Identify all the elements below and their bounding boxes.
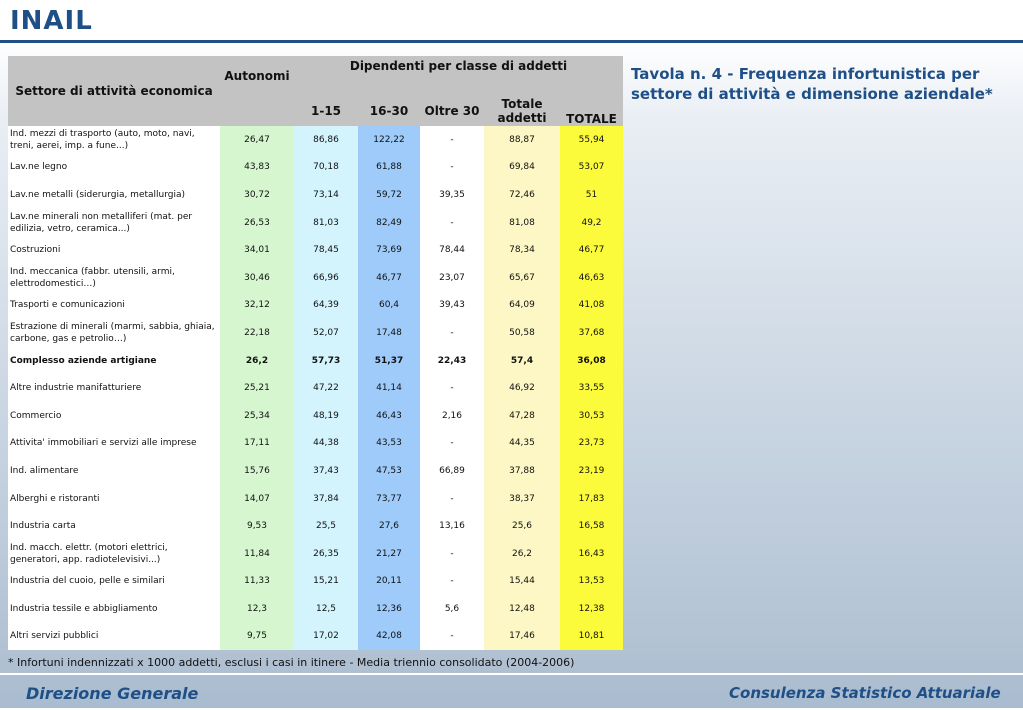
cell-ta: 57,4 (484, 347, 560, 375)
cell-tot: 37,68 (560, 319, 623, 347)
cell-d3: - (420, 209, 484, 237)
table-row (8, 457, 623, 485)
table-row (8, 319, 623, 347)
row-sector-label: Lav.ne metalli (siderurgia, metallurgia) (8, 181, 220, 209)
cell-tot: 12,38 (560, 595, 623, 623)
cell-ta: 72,46 (484, 181, 560, 209)
header-oltre-30: Oltre 30 (420, 96, 484, 126)
cell-d1: 48,19 (294, 402, 358, 430)
cell-d1: 66,96 (294, 264, 358, 292)
cell-aut: 30,46 (220, 264, 294, 292)
cell-aut: 12,3 (220, 595, 294, 623)
footnote: * Infortuni indennizzati x 1000 addetti, esclusi i casi in itinere - Media triennio consolidato (2004-2006) (8, 656, 575, 669)
cell-d2: 41,14 (358, 374, 420, 402)
cell-ta: 78,34 (484, 236, 560, 264)
cell-aut: 17,11 (220, 430, 294, 458)
cell-d3: 66,89 (420, 457, 484, 485)
table-row (8, 236, 623, 264)
cell-d1: 15,21 (294, 568, 358, 596)
cell-ta: 50,58 (484, 319, 560, 347)
cell-d1: 64,39 (294, 292, 358, 320)
cell-tot: 16,58 (560, 512, 623, 540)
table-row (8, 540, 623, 568)
frequency-table (8, 56, 623, 650)
cell-d2: 61,88 (358, 154, 420, 182)
row-sector-label: Attivita' immobiliari e servizi alle imprese (8, 430, 220, 458)
row-sector-label: Ind. macch. elettr. (motori elettrici, generatori, app. radiotelevisivi...) (8, 540, 220, 568)
cell-d1: 44,38 (294, 430, 358, 458)
cell-d3: 78,44 (420, 236, 484, 264)
cell-aut: 26,2 (220, 347, 294, 375)
cell-d3: - (420, 154, 484, 182)
cell-d2: 60,4 (358, 292, 420, 320)
cell-d2: 42,08 (358, 623, 420, 651)
cell-aut: 26,53 (220, 209, 294, 237)
cell-d1: 70,18 (294, 154, 358, 182)
cell-tot: 10,81 (560, 623, 623, 651)
row-sector-label: Ind. alimentare (8, 457, 220, 485)
cell-d2: 43,53 (358, 430, 420, 458)
cell-ta: 25,6 (484, 512, 560, 540)
cell-tot: 33,55 (560, 374, 623, 402)
cell-d3: - (420, 540, 484, 568)
cell-d2: 82,49 (358, 209, 420, 237)
row-sector-label: Complesso aziende artigiane (8, 347, 220, 375)
table-row (8, 430, 623, 458)
cell-d3: 5,6 (420, 595, 484, 623)
table-row (8, 209, 623, 237)
row-sector-label: Costruzioni (8, 236, 220, 264)
cell-aut: 32,12 (220, 292, 294, 320)
cell-ta: 65,67 (484, 264, 560, 292)
cell-aut: 25,21 (220, 374, 294, 402)
cell-d3: - (420, 374, 484, 402)
cell-tot: 36,08 (560, 347, 623, 375)
cell-d1: 26,35 (294, 540, 358, 568)
cell-tot: 46,77 (560, 236, 623, 264)
cell-tot: 23,19 (560, 457, 623, 485)
table-row (8, 568, 623, 596)
table-row (8, 126, 623, 154)
header-1-15: 1-15 (294, 96, 358, 126)
row-sector-label: Ind. meccanica (fabbr. utensili, armi, elettrodomestici…) (8, 264, 220, 292)
header-totale-addetti: Totale addetti (484, 96, 560, 126)
cell-aut: 9,53 (220, 512, 294, 540)
cell-ta: 38,37 (484, 485, 560, 513)
cell-aut: 34,01 (220, 236, 294, 264)
cell-d2: 46,43 (358, 402, 420, 430)
row-sector-label: Altri servizi pubblici (8, 623, 220, 651)
cell-aut: 11,84 (220, 540, 294, 568)
cell-d3: 13,16 (420, 512, 484, 540)
cell-d2: 73,77 (358, 485, 420, 513)
cell-d2: 47,53 (358, 457, 420, 485)
cell-d2: 73,69 (358, 236, 420, 264)
row-sector-label: Industria carta (8, 512, 220, 540)
cell-ta: 15,44 (484, 568, 560, 596)
cell-d1: 81,03 (294, 209, 358, 237)
cell-d3: - (420, 568, 484, 596)
cell-tot: 23,73 (560, 430, 623, 458)
cell-ta: 64,09 (484, 292, 560, 320)
cell-d3: 22,43 (420, 347, 484, 375)
table-row (8, 374, 623, 402)
cell-tot: 55,94 (560, 126, 623, 154)
row-sector-label: Trasporti e comunicazioni (8, 292, 220, 320)
cell-aut: 9,75 (220, 623, 294, 651)
cell-aut: 26,47 (220, 126, 294, 154)
cell-d3: - (420, 430, 484, 458)
cell-aut: 30,72 (220, 181, 294, 209)
cell-tot: 53,07 (560, 154, 623, 182)
cell-d2: 27,6 (358, 512, 420, 540)
footer-left-text: Direzione Generale (26, 684, 199, 703)
header-spacer (294, 76, 623, 96)
cell-ta: 81,08 (484, 209, 560, 237)
cell-d2: 21,27 (358, 540, 420, 568)
row-sector-label: Commercio (8, 402, 220, 430)
cell-d1: 12,5 (294, 595, 358, 623)
cell-ta: 37,88 (484, 457, 560, 485)
row-sector-label: Lav.ne minerali non metalliferi (mat. per edilizia, vetro, ceramica...) (8, 209, 220, 237)
row-sector-label: Ind. mezzi di trasporto (auto, moto, navi, treni, aerei, imp. a fune...) (8, 126, 220, 154)
table-row (8, 485, 623, 513)
cell-aut: 11,33 (220, 568, 294, 596)
table-row (8, 595, 623, 623)
cell-d1: 73,14 (294, 181, 358, 209)
row-sector-label: Estrazione di minerali (marmi, sabbia, ghiaia, carbone, gas e petrolio…) (8, 319, 220, 347)
cell-d1: 25,5 (294, 512, 358, 540)
cell-d2: 12,36 (358, 595, 420, 623)
header-autonomi: Autonomi (220, 56, 294, 96)
cell-tot: 49,2 (560, 209, 623, 237)
cell-aut: 22,18 (220, 319, 294, 347)
cell-d1: 57,73 (294, 347, 358, 375)
cell-tot: 16,43 (560, 540, 623, 568)
cell-d1: 86,86 (294, 126, 358, 154)
table-row (8, 264, 623, 292)
cell-d3: - (420, 623, 484, 651)
cell-aut: 25,34 (220, 402, 294, 430)
footer-right-text: Consulenza Statistico Attuariale (729, 684, 1001, 702)
header-group-dipendenti: Dipendenti per classe di addetti (294, 56, 623, 76)
header-autonomi-spacer (220, 96, 294, 126)
cell-d2: 51,37 (358, 347, 420, 375)
cell-d2: 20,11 (358, 568, 420, 596)
row-sector-label: Industria del cuoio, pelle e similari (8, 568, 220, 596)
table-body (8, 126, 623, 650)
cell-tot: 51 (560, 181, 623, 209)
cell-ta: 69,84 (484, 154, 560, 182)
cell-d2: 59,72 (358, 181, 420, 209)
header-sector: Settore di attività economica (8, 56, 220, 126)
header-totale: TOTALE (560, 96, 623, 126)
table-row (8, 623, 623, 651)
cell-ta: 17,46 (484, 623, 560, 651)
row-sector-label: Alberghi e ristoranti (8, 485, 220, 513)
footer-bar (0, 673, 1023, 710)
page-title: Tavola n. 4 - Frequenza infortunistica per settore di attività e dimensione aziendale* (631, 65, 993, 103)
cell-ta: 47,28 (484, 402, 560, 430)
cell-tot: 17,83 (560, 485, 623, 513)
cell-d3: 39,43 (420, 292, 484, 320)
header-16-30: 16-30 (358, 96, 420, 126)
cell-d3: 39,35 (420, 181, 484, 209)
cell-tot: 30,53 (560, 402, 623, 430)
cell-d1: 47,22 (294, 374, 358, 402)
cell-aut: 15,76 (220, 457, 294, 485)
cell-d3: 2,16 (420, 402, 484, 430)
row-sector-label: Altre industrie manifatturiere (8, 374, 220, 402)
table-row (8, 402, 623, 430)
cell-d3: 23,07 (420, 264, 484, 292)
table-row (8, 347, 623, 375)
cell-d1: 37,84 (294, 485, 358, 513)
cell-d2: 122,22 (358, 126, 420, 154)
cell-d3: - (420, 319, 484, 347)
cell-tot: 13,53 (560, 568, 623, 596)
cell-d2: 17,48 (358, 319, 420, 347)
row-sector-label: Lav.ne legno (8, 154, 220, 182)
cell-d3: - (420, 485, 484, 513)
header-bar (0, 0, 1023, 43)
cell-tot: 46,63 (560, 264, 623, 292)
table-row (8, 154, 623, 182)
cell-ta: 12,48 (484, 595, 560, 623)
cell-ta: 44,35 (484, 430, 560, 458)
cell-ta: 26,2 (484, 540, 560, 568)
cell-d2: 46,77 (358, 264, 420, 292)
table-row (8, 512, 623, 540)
row-sector-label: Industria tessile e abbigliamento (8, 595, 220, 623)
inail-logo: INAIL (10, 6, 93, 36)
cell-ta: 46,92 (484, 374, 560, 402)
cell-d1: 17,02 (294, 623, 358, 651)
table-row (8, 292, 623, 320)
cell-d1: 52,07 (294, 319, 358, 347)
table-row (8, 181, 623, 209)
cell-aut: 43,83 (220, 154, 294, 182)
cell-aut: 14,07 (220, 485, 294, 513)
cell-tot: 41,08 (560, 292, 623, 320)
cell-d1: 37,43 (294, 457, 358, 485)
cell-ta: 88,87 (484, 126, 560, 154)
cell-d3: - (420, 126, 484, 154)
cell-d1: 78,45 (294, 236, 358, 264)
